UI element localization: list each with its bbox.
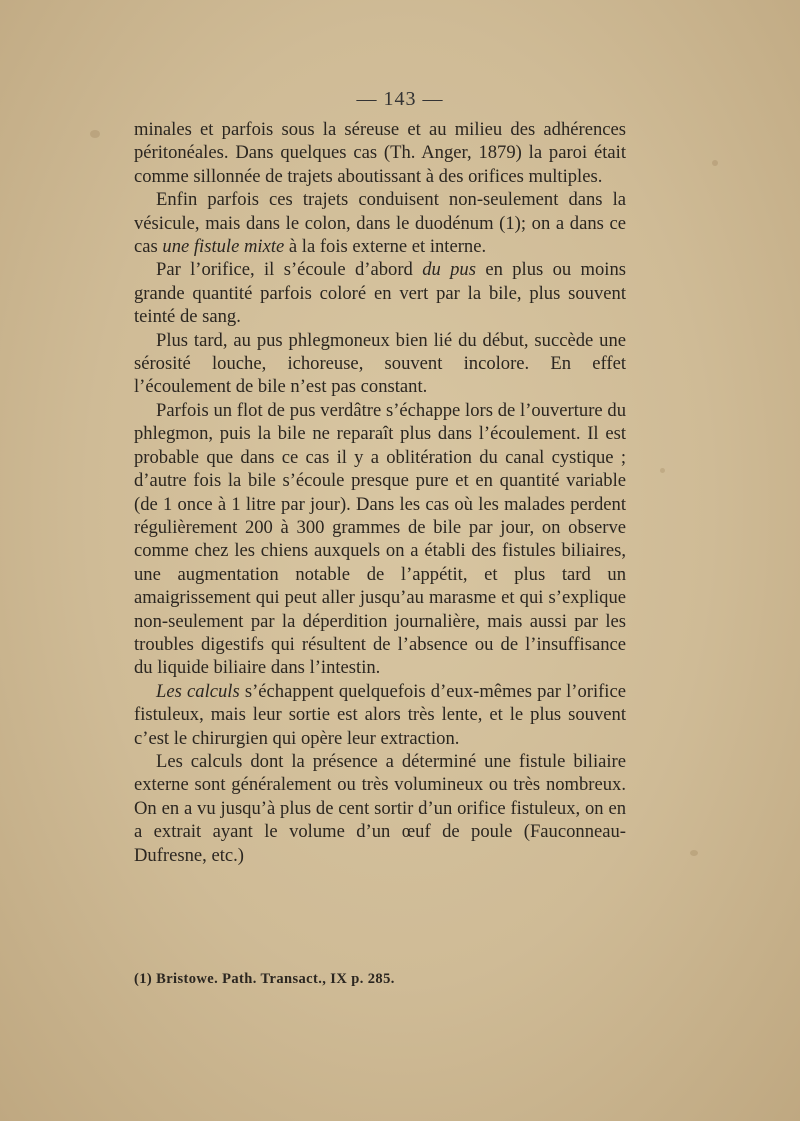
- paragraph-fistula-paths: [134, 188, 626, 258]
- italic-run: une fistule mixte: [162, 236, 285, 258]
- paragraph-bile-flow: [134, 399, 626, 680]
- text-run: Enfin parfois ces trajets conduisent non-seulement dans la vésicule, mais dans le colon, dans le duodénum (1); on a dans ce cas: [134, 189, 626, 258]
- paragraph-calculi-size: [134, 750, 626, 867]
- footnote: (1) Bristowe. Path. Transact., IX p. 285.: [134, 971, 395, 987]
- text-run: Les calculs dont la présence a déterminé une fistule biliaire externe sont généralement ou très volumineux ou très nombreux. On en a vu jusqu’à plus de cent sortir d’un orifice fistuleux, on en a extrait ayant le volume d’un œuf de poule (Fauconneau-Dufresne, etc.): [134, 750, 626, 866]
- italic-run: Les calculs: [156, 680, 240, 702]
- paragraph-later-discharge: [134, 329, 626, 399]
- paragraph-calculi-exit: [134, 680, 626, 750]
- text-run: à la fois externe et interne.: [284, 236, 487, 258]
- text-run: s’échappent quelquefois d’eux-mêmes par l’orifice fistuleux, mais leur sortie est alors très lente, et le plus souvent c’est le chirurgien qui opère leur extraction.: [134, 680, 626, 749]
- paragraph-continuation: [134, 118, 626, 188]
- text-run: Par l’orifice, il s’écoule d’abord: [156, 259, 423, 281]
- text-run: minales et parfois sous la séreuse et au milieu des adhérences péritonéales. Dans quelques cas (Th. Anger, 1879) la paroi était comme sillonnée de trajets aboutissant à des orifices multiples.: [134, 119, 626, 187]
- italic-run: du pus: [422, 259, 476, 281]
- paragraph-discharge: [134, 258, 626, 328]
- text-run: en plus ou moins grande quantité parfois coloré en vert par la bile, plus souvent teinté de sang.: [134, 259, 626, 328]
- text-run: Parfois un flot de pus verdâtre s’échappe lors de l’ouverture du phlegmon, puis la bile ne reparaît plus dans l’écoulement. Il est probable que dans ce cas il y a oblitération du canal cystique ; d’autre fois la bile s’écoule presque pure et en quantité variable (de 1 once à 1 litre par jour). Dans les cas où les malades perdent régulièrement 200 à 300 grammes de bile par jour, on observe comme chez les chiens auxquels on a établi des fistules biliaires, une augmentation notable de l’appétit, et plus tard un amaigrissement qui peut aller jusqu’au marasme et qui s’explique non-seulement par la déperdition journalière, mais aussi par les troubles digestifs qui résultent de l’absence ou de l’insuffisance du liquide biliaire dans l’intestin.: [134, 399, 626, 679]
- text-run: Plus tard, au pus phlegmoneux bien lié du début, succède une sérosité louche, ichoreuse, souvent incolore. En effet l’écoulement de bile n’est pas constant.: [134, 329, 626, 398]
- page-number: — 143 —: [356, 88, 444, 110]
- body-text: [134, 118, 626, 867]
